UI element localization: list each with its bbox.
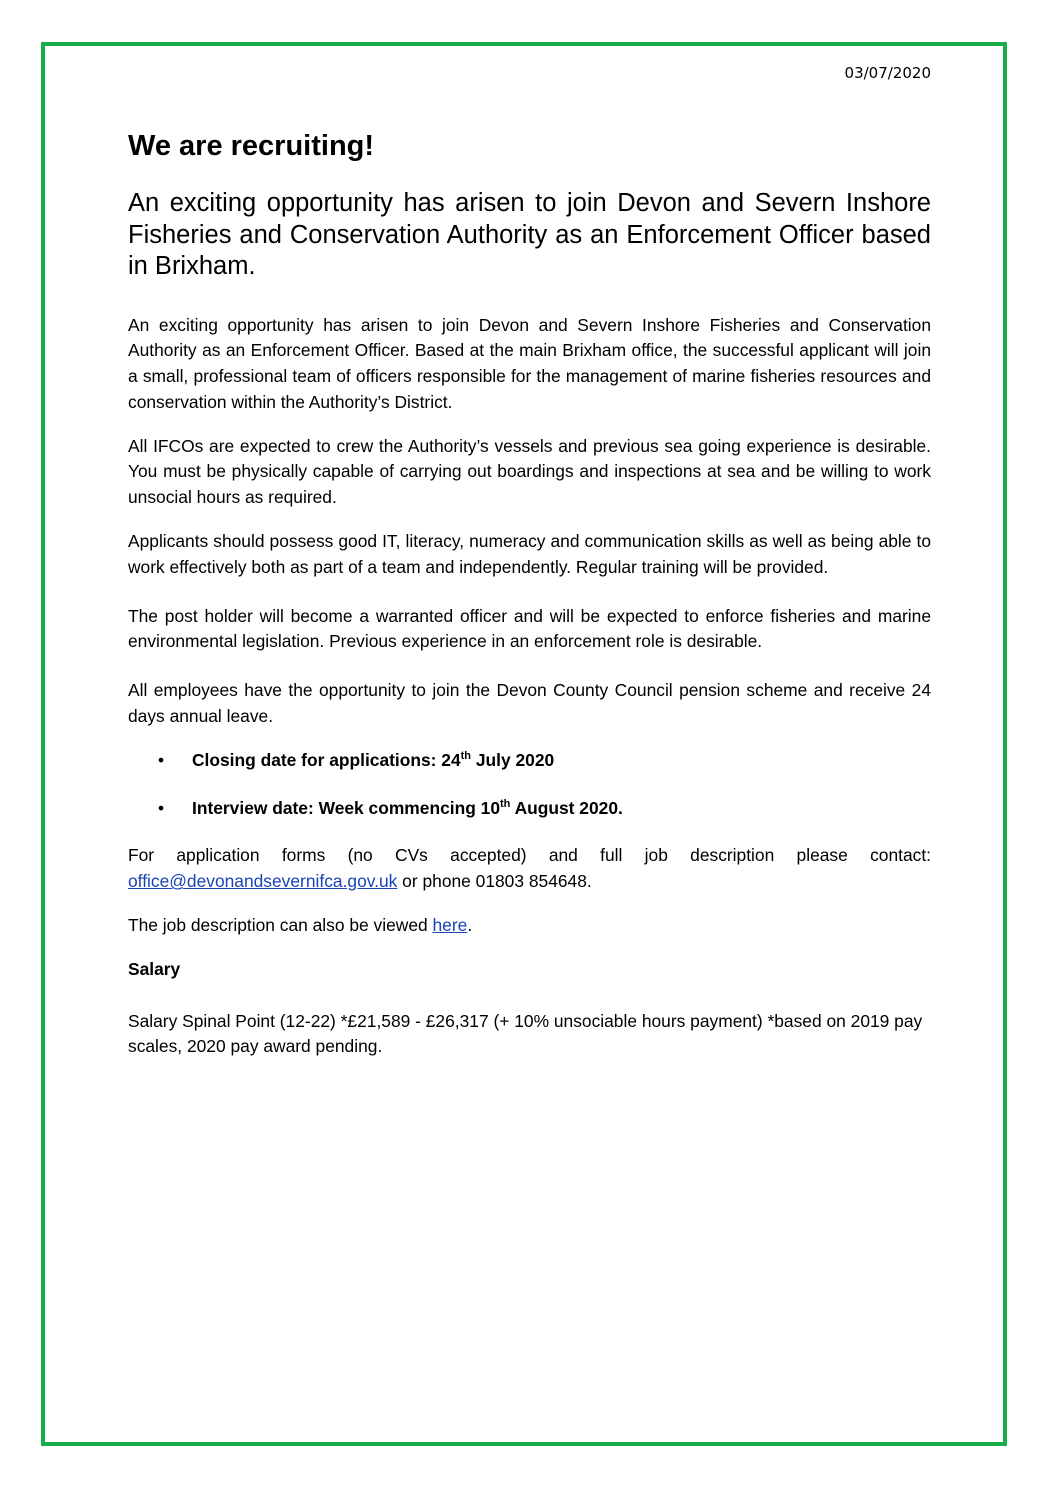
job-description-text: The job description can also be viewed — [128, 915, 433, 936]
job-description-period: . — [467, 915, 473, 936]
paragraph-vessels: All IFCOs are expected to crew the Authority’s vessels and previous sea going experience is desirable. You must be physically capable of carrying out boardings and inspections at sea and be willing to work unsocial hours as required. — [128, 435, 931, 508]
closing-date-suffix: July 2020 — [471, 749, 555, 770]
salary-heading: Salary — [128, 958, 181, 979]
closing-date-prefix: Closing date for applications: 24 — [192, 749, 461, 770]
job-description-paragraph — [128, 913, 931, 939]
paragraph-skills: Applicants should possess good IT, literacy, numeracy and communication skills as well as being able to work effectively both as part of a team and independently. Regular training will be provided. — [128, 531, 931, 577]
contact-text: For application forms (no CVs accepted) and full job description please contact: — [128, 845, 931, 866]
salary-text: Salary Spinal Point (12-22) *£21,589 - £26,317 (+ 10% unsociable hours payment) *based on 2019 pay scales, 2020 pay award pending. — [128, 1010, 923, 1057]
interview-date-sup: th — [500, 797, 511, 810]
contact-paragraph — [128, 843, 931, 895]
closing-date-sup: th — [460, 750, 472, 763]
closing-date-item — [158, 748, 931, 774]
interview-date-suffix: August 2020. — [510, 797, 623, 818]
paragraph-pension: All employees have the opportunity to join the Devon County Council pension scheme and receive 24 days annual leave. — [128, 680, 931, 727]
email-link[interactable]: office@devonandsevernifca.gov.uk — [128, 871, 398, 892]
job-description-link[interactable]: here — [432, 915, 468, 936]
interview-date-prefix: Interview date: Week commencing 10 — [192, 797, 500, 818]
document-body — [128, 128, 931, 1078]
interview-date-item — [158, 796, 931, 822]
paragraph-warranted: The post holder will become a warranted officer and will be expected to enforce fisheries and marine environmental legislation. Previous experience in an enforcement role is desirable. — [128, 605, 931, 652]
contact-phone-text: or phone 01803 854648. — [397, 871, 592, 892]
paragraph-intro: An exciting opportunity has arisen to join Devon and Severn Inshore Fisheries and Conservation Authority as an Enforcement Officer. Based at the main Brixham office, the successful applicant will join a small, professional team of officers responsible for the management of marine fisheries resources and conservation within the Authority’s District. — [128, 314, 931, 412]
page-title: We are recruiting! — [128, 130, 375, 162]
subheading: An exciting opportunity has arisen to join Devon and Severn Inshore Fisheries and Conservation Authority as an Enforcement Officer based in Brixham. — [128, 189, 931, 280]
bullet-icon: • — [158, 749, 165, 770]
key-dates-list — [128, 748, 931, 822]
document-date: 03/07/2020 — [844, 64, 931, 82]
bullet-icon: • — [158, 797, 165, 818]
